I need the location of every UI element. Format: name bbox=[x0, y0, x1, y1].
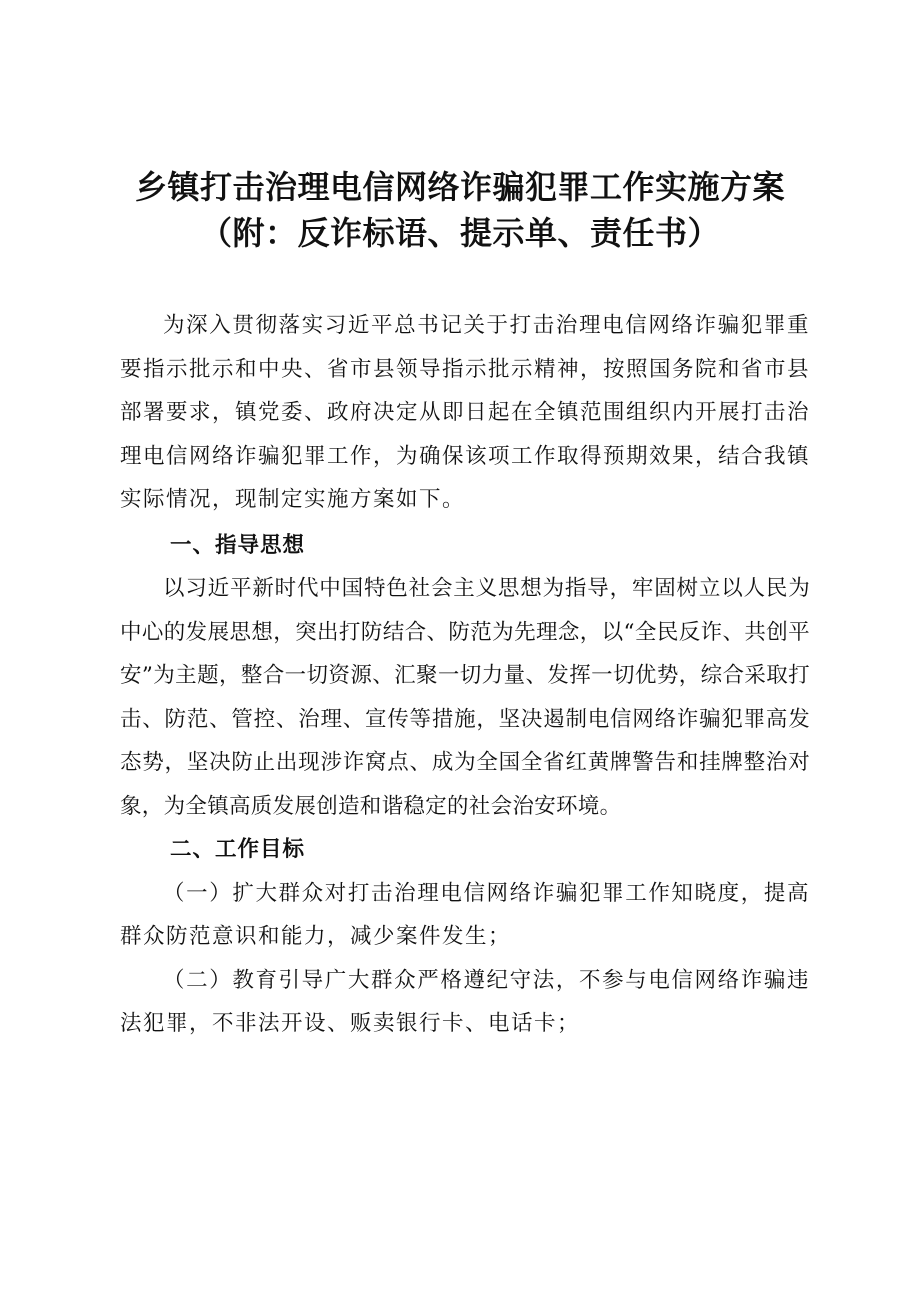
document-subtitle: （附：反诈标语、提示单、责任书） bbox=[199, 214, 720, 252]
document-title: 乡镇打击治理电信网络诈骗犯罪工作实施方案 bbox=[134, 168, 785, 206]
goal-item-1: （一）扩大群众对打击治理电信网络诈骗犯罪工作知晓度，提高群众防范意识和能力，减少案件发生； bbox=[120, 880, 810, 949]
document-body bbox=[120, 304, 810, 1046]
intro-paragraph: 为深入贯彻落实习近平总书记关于打击治理电信网络诈骗犯罪重要指示批示和中央、省市县领导指示批示精神，按照国务院和省市县部署要求，镇党委、政府决定从即日起在全镇范围组织内开展打击治理电信网络诈骗犯罪工作，为确保该项工作取得预期效果，结合我镇实际情况，现制定实施方案如下。 bbox=[120, 313, 811, 512]
goal-item-2: （二）教育引导广大群众严格遵纪守法，不参与电信网络诈骗违法犯罪，不非法开设、贩卖银行卡、电话卡； bbox=[120, 967, 810, 1036]
section-guiding-ideology-text: 以习近平新时代中国特色社会主义思想为指导，牢固树立以人民为中心的发展思想，突出打防结合、防范为先理念，以“全民反诈、共创平安”为主题，整合一切资源、汇聚一切力量、发挥一切优势，综合采取打击、防范、管控、治理、宣传等措施，坚决遏制电信网络诈骗犯罪高发态势，坚决防止出现涉诈窝点、成为全国全省红黄牌警告和挂牌整治对象，为全镇高质发展创造和谐稳定的社会治安环境。 bbox=[120, 576, 810, 819]
section-heading-work-goals: 二、工作目标 bbox=[170, 837, 306, 862]
section-heading-guiding-ideology: 一、指导思想 bbox=[170, 532, 306, 558]
